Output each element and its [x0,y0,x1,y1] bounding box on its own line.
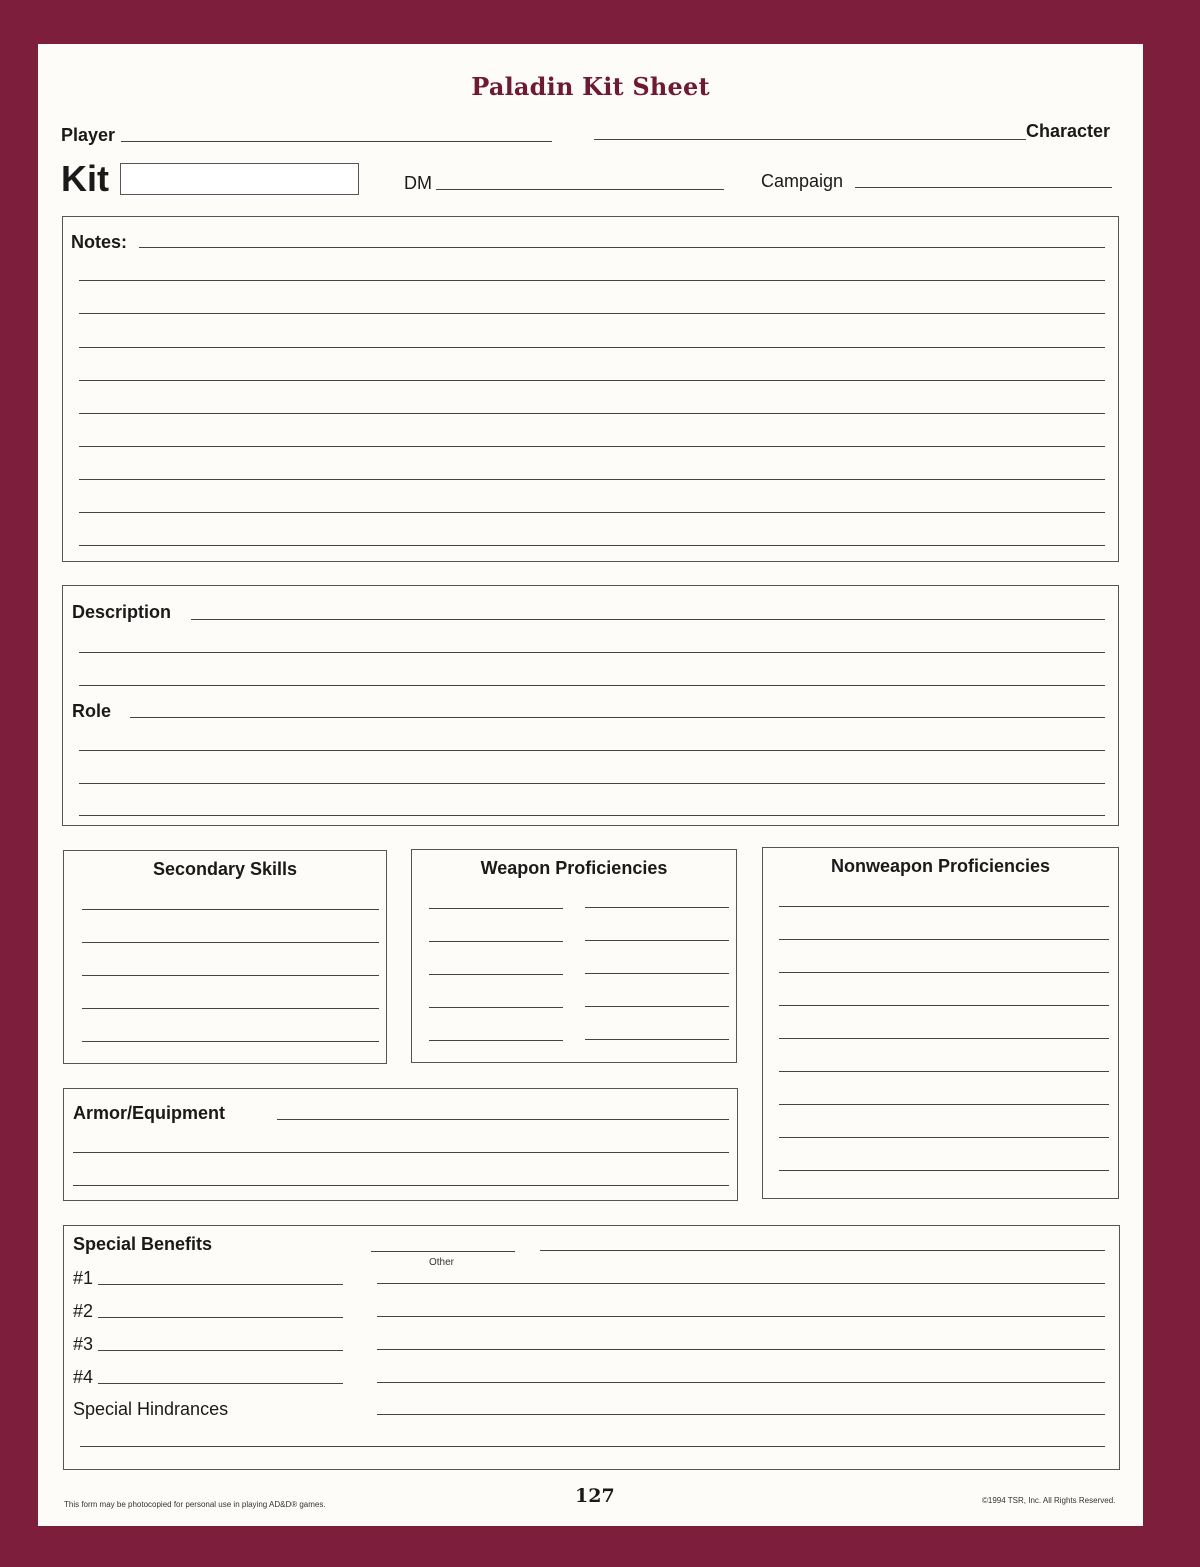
nonweapon-proficiencies-section [762,847,1119,1199]
weapon-line[interactable] [585,907,729,908]
notes-line[interactable] [79,479,1105,480]
secondary-skills-section [63,850,387,1064]
weapon-line[interactable] [585,940,729,941]
armor-line[interactable] [73,1185,729,1186]
character-label: Character [1026,121,1111,141]
benefit-2-label: #2 [73,1301,94,1321]
dm-field[interactable] [436,189,724,190]
role-line[interactable] [79,815,1105,816]
benefit-4-field[interactable] [98,1383,343,1384]
nonweapon-line[interactable] [779,1137,1109,1138]
description-line[interactable] [79,685,1105,686]
notes-section [62,216,1119,562]
armor-equipment-label: Armor/Equipment [73,1103,226,1123]
benefit-3-field[interactable] [98,1350,343,1351]
special-hindrances-label: Special Hindrances [73,1399,229,1419]
weapon-line[interactable] [429,941,563,942]
campaign-label: Campaign [761,171,844,191]
special-benefits-line[interactable] [540,1250,1105,1251]
benefit-1-label: #1 [73,1268,94,1288]
armor-line[interactable] [73,1152,729,1153]
benefit-1-field[interactable] [98,1284,343,1285]
role-label: Role [72,701,112,721]
page-title: Paladin Kit Sheet [471,72,710,101]
special-hindrances-line[interactable] [80,1446,1105,1447]
other-field[interactable] [371,1251,515,1252]
dm-label: DM [404,173,432,193]
notes-line[interactable] [79,446,1105,447]
nonweapon-line[interactable] [779,972,1109,973]
campaign-field[interactable] [855,187,1112,188]
page-number: 127 [575,1485,615,1507]
kit-field[interactable] [120,163,359,195]
secondary-skills-heading: Secondary Skills [152,859,298,879]
weapon-line[interactable] [429,1040,563,1041]
nonweapon-line[interactable] [779,1071,1109,1072]
notes-line[interactable] [79,280,1105,281]
role-line[interactable] [79,783,1105,784]
notes-line[interactable] [79,313,1105,314]
secondary-skill-line[interactable] [82,1008,379,1009]
nonweapon-line[interactable] [779,1005,1109,1006]
notes-line[interactable] [79,512,1105,513]
nonweapon-proficiencies-heading: Nonweapon Proficiencies [830,856,1051,876]
weapon-proficiencies-section [411,849,737,1063]
character-field[interactable] [594,139,1026,140]
notes-line[interactable] [139,247,1105,248]
secondary-skill-line[interactable] [82,909,379,910]
weapon-line[interactable] [585,973,729,974]
weapon-line[interactable] [585,1006,729,1007]
kit-sheet-page [38,44,1143,1526]
description-line[interactable] [79,652,1105,653]
special-benefits-label: Special Benefits [73,1234,213,1254]
special-benefits-line[interactable] [377,1382,1105,1383]
notes-line[interactable] [79,380,1105,381]
special-benefits-section [63,1225,1120,1470]
benefit-2-field[interactable] [98,1317,343,1318]
role-line[interactable] [79,750,1105,751]
weapon-line[interactable] [429,1007,563,1008]
armor-equipment-section [63,1088,738,1201]
player-label: Player [61,125,116,145]
notes-line[interactable] [79,347,1105,348]
special-hindrances-line[interactable] [377,1414,1105,1415]
benefit-3-label: #3 [73,1334,94,1354]
nonweapon-line[interactable] [779,1170,1109,1171]
description-section [62,585,1119,826]
notes-line[interactable] [79,413,1105,414]
special-benefits-line[interactable] [377,1316,1105,1317]
armor-line[interactable] [277,1119,729,1120]
special-benefits-line[interactable] [377,1349,1105,1350]
secondary-skill-line[interactable] [82,1041,379,1042]
other-label: Other [429,1257,455,1268]
secondary-skill-line[interactable] [82,975,379,976]
weapon-line[interactable] [429,974,563,975]
benefit-4-label: #4 [73,1367,94,1387]
copyright-notice: ©1994 TSR, Inc. All Rights Reserved. [982,1496,1116,1505]
kit-label: Kit [61,158,109,199]
player-field[interactable] [121,141,552,142]
special-benefits-line[interactable] [377,1283,1105,1284]
notes-label: Notes: [71,232,128,252]
nonweapon-line[interactable] [779,1038,1109,1039]
photocopy-notice: This form may be photocopied for personal use in playing AD&D® games. [64,1500,326,1509]
nonweapon-line[interactable] [779,1104,1109,1105]
nonweapon-line[interactable] [779,906,1109,907]
weapon-proficiencies-heading: Weapon Proficiencies [480,858,668,878]
notes-line[interactable] [79,545,1105,546]
nonweapon-line[interactable] [779,939,1109,940]
secondary-skill-line[interactable] [82,942,379,943]
role-line[interactable] [130,717,1105,718]
weapon-line[interactable] [429,908,563,909]
description-label: Description [72,602,172,622]
weapon-line[interactable] [585,1039,729,1040]
description-line[interactable] [191,619,1105,620]
